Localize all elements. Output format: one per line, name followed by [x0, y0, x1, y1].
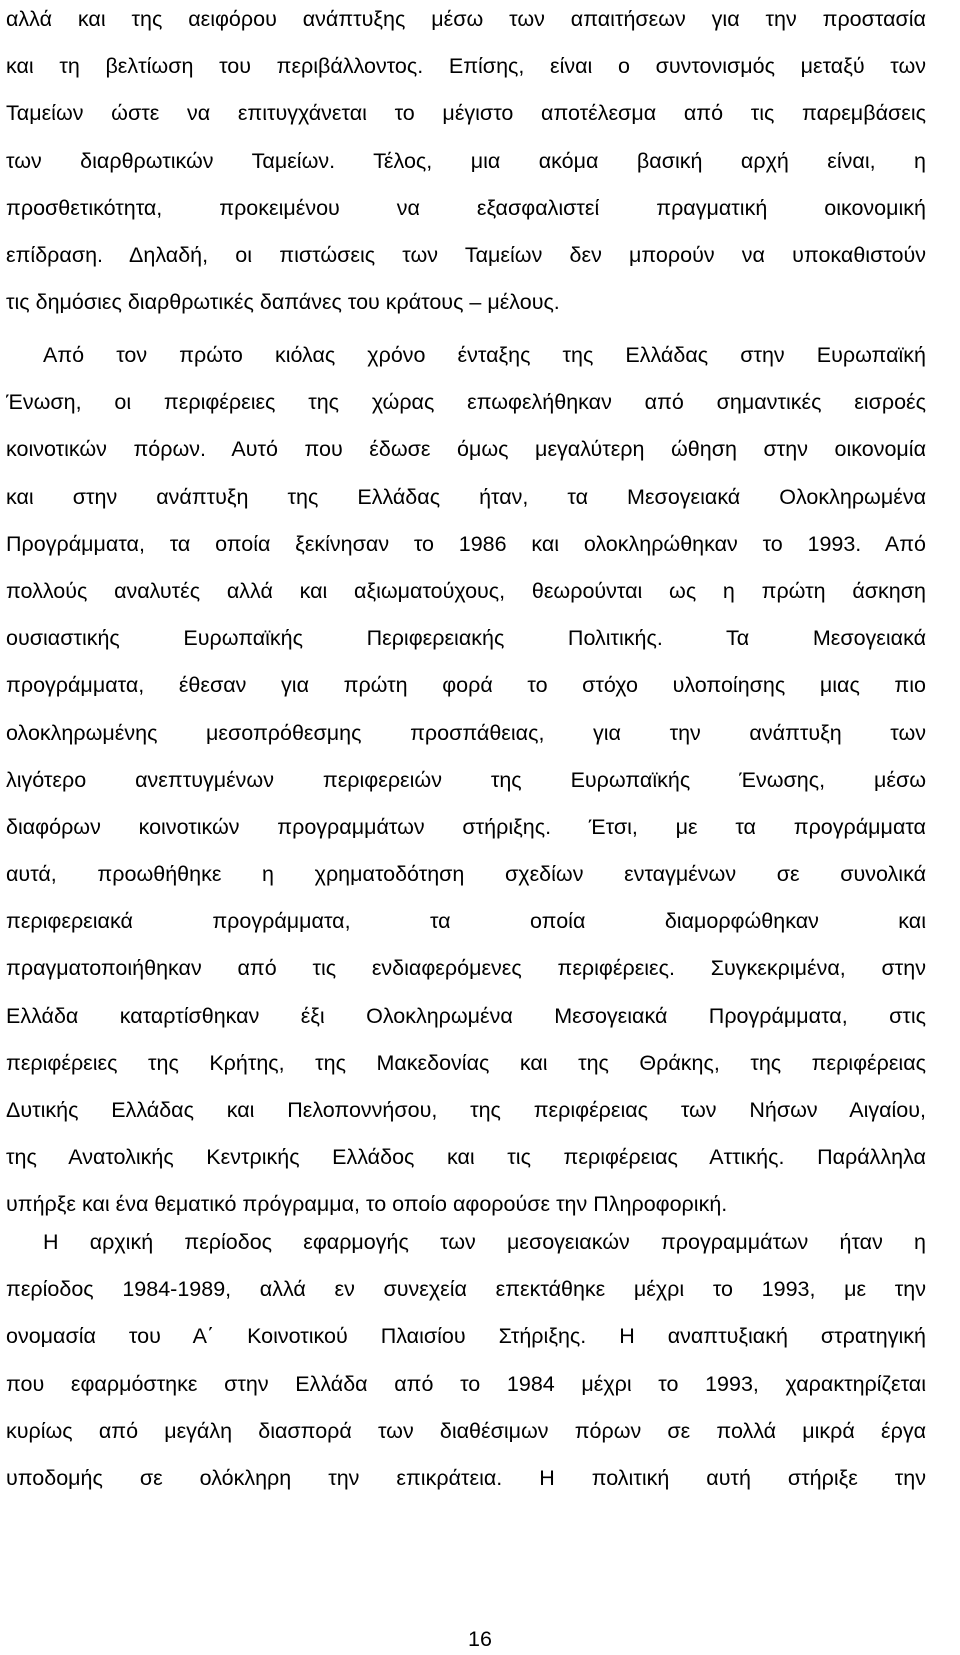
text-line: Η αρχική περίοδος εφαρμογής των μεσογειακών προγραμμάτων ήταν η: [43, 1230, 926, 1254]
text-line: Ελλάδα καταρτίσθηκαν έξι Ολοκληρωμένα Μεσογειακά Προγράμματα, στις: [6, 1003, 926, 1028]
text-line: υποδομής σε ολόκληρη την επικράτεια. Η πολιτική αυτή στήριξε την: [6, 1465, 926, 1490]
text-line: περιφέρειες της Κρήτης, της Μακεδονίας και της Θράκης, της περιφέρειας: [6, 1050, 926, 1075]
text-line: περίοδος 1984-1989, αλλά εν συνεχεία επεκτάθηκε μέχρι το 1993, με την: [6, 1277, 926, 1302]
text-line: περιφερειακά προγράμματα, τα οποία διαμορφώθηκαν και: [6, 909, 926, 934]
text-line: πολλούς αναλυτές αλλά και αξιωματούχους, θεωρούνται ως η πρώτη άσκηση: [6, 578, 926, 603]
text-line: αλλά και της αειφόρου ανάπτυξης μέσω των απαιτήσεων για την προστασία: [6, 7, 926, 31]
text-line: που εφαρμόστηκε στην Ελλάδα από το 1984 μέχρι το 1993, χαρακτηρίζεται: [6, 1371, 926, 1396]
text-line: Ταμείων ώστε να επιτυγχάνεται το μέγιστο αποτέλεσμα από τις παρεμβάσεις: [6, 101, 926, 126]
text-line: Ένωση, οι περιφέρειες της χώρας επωφελήθηκαν από σημαντικές εισροές: [6, 390, 926, 415]
text-line: και τη βελτίωση του περιβάλλοντος. Επίσης, είναι ο συντονισμός μεταξύ των: [6, 54, 926, 79]
text-line: ουσιαστικής Ευρωπαϊκής Περιφερειακής Πολιτικής. Τα Μεσογειακά: [6, 626, 926, 651]
text-line: τις δημόσιες διαρθρωτικές δαπάνες του κράτους – μέλους.: [6, 290, 560, 315]
text-line: ονομασία του Α΄ Κοινοτικού Πλαισίου Στήριξης. Η αναπτυξιακή στρατηγική: [6, 1324, 926, 1349]
text-line: κοινοτικών πόρων. Αυτό που έδωσε όμως μεγαλύτερη ώθηση στην οικονομία: [6, 437, 926, 462]
page-number: 16: [468, 1627, 492, 1651]
text-line: ολοκληρωμένης μεσοπρόθεσμης προσπάθειας, για την ανάπτυξη των: [6, 720, 926, 745]
text-line: διαφόρων κοινοτικών προγραμμάτων στήριξης. Έτσι, με τα προγράμματα: [6, 814, 926, 839]
text-line: Δυτικής Ελλάδας και Πελοποννήσου, της περιφέρειας των Νήσων Αιγαίου,: [6, 1098, 926, 1122]
text-line: προγράμματα, έθεσαν για πρώτη φορά το στόχο υλοποίησης μιας πιο: [6, 673, 926, 698]
text-line: πραγματοποιήθηκαν από τις ενδιαφερόμενες περιφέρειες. Συγκεκριμένα, στην: [6, 956, 926, 981]
text-line: αυτά, προωθήθηκε η χρηματοδότηση σχεδίων ενταγμένων σε συνολικά: [6, 862, 926, 887]
text-line: επίδραση. Δηλαδή, οι πιστώσεις των Ταμείων δεν μπορούν να υποκαθιστούν: [6, 242, 926, 267]
text-line: Προγράμματα, τα οποία ξεκίνησαν το 1986 και ολοκληρώθηκαν το 1993. Από: [6, 531, 926, 556]
text-line: προσθετικότητα, προκειμένου να εξασφαλιστεί πραγματική οικονομική: [6, 195, 926, 220]
text-line: και στην ανάπτυξη της Ελλάδας ήταν, τα Μεσογειακά Ολοκληρωμένα: [6, 484, 926, 509]
text-line: των διαρθρωτικών Ταμείων. Τέλος, μια ακόμα βασική αρχή είναι, η: [6, 148, 926, 173]
text-line: της Ανατολικής Κεντρικής Ελλάδος και τις περιφέρειας Αττικής. Παράλληλα: [6, 1145, 926, 1170]
paragraph-1: [6, 0, 926, 326]
paragraph-3: [6, 1219, 926, 1502]
text-line: Από τον πρώτο κιόλας χρόνο ένταξης της Ελλάδας στην Ευρωπαϊκή: [43, 343, 926, 367]
text-line: λιγότερο ανεπτυγμένων περιφερειών της Ευρωπαϊκής Ένωσης, μέσω: [6, 767, 926, 792]
text-line: κυρίως από μεγάλη διασπορά των διαθέσιμων πόρων σε πολλά μικρά έργα: [6, 1418, 926, 1443]
paragraph-2: [6, 332, 926, 1229]
text-line: υπήρξε και ένα θεματικό πρόγραμμα, το οποίο αφορούσε την Πληροφορική.: [6, 1192, 728, 1217]
